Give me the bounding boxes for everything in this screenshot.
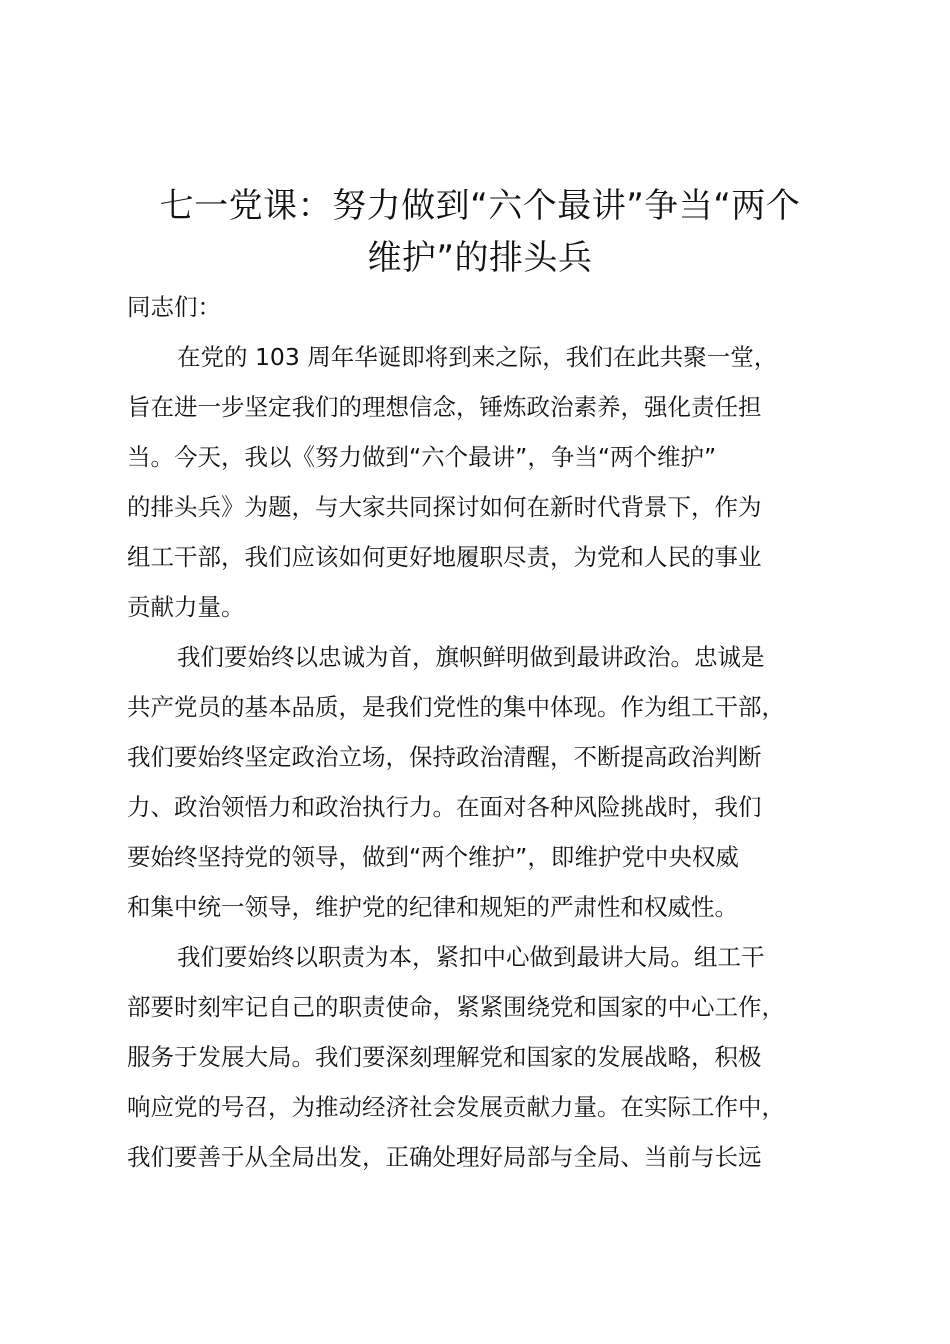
paragraph-2 [127,632,837,932]
paragraph-line: 要始终坚持党的领导，做到“两个维护”，即维护党中央权威 [127,843,739,871]
paragraph-line: 在党的 103 周年华诞即将到来之际，我们在此共聚一堂， [177,343,778,371]
paragraph-line: 我们要始终以忠诚为首，旗帜鲜明做到最讲政治。忠诚是 [177,643,765,671]
paragraph-line: 组工干部，我们应该如何更好地履职尽责，为党和人民的事业 [127,543,762,571]
title-line-2: 维护”的排头兵 [367,238,593,278]
paragraph-line: 贡献力量。 [127,593,245,621]
paragraph-line: 我们要始终以职责为本，紧扣中心做到最讲大局。组工干 [177,943,765,971]
paragraph-line: 共产党员的基本品质，是我们党性的集中体现。作为组工干部， [127,693,785,721]
paragraph-1 [127,332,837,632]
paragraph-line: 的排头兵》为题，与大家共同探讨如何在新时代背景下，作为 [127,493,762,521]
paragraph-3 [127,932,837,1182]
paragraph-line: 旨在进一步坚定我们的理想信念，锤炼政治素养，强化责任担 [127,393,762,421]
paragraph-line: 我们要始终坚定政治立场，保持政治清醒，不断提高政治判断 [127,743,762,771]
paragraph-line: 当。今天，我以《努力做到“六个最讲”，争当“两个维护” [127,443,717,471]
salutation: 同志们： [127,293,221,321]
paragraph-line: 和集中统一领导，维护党的纪律和规矩的严肃性和权威性。 [127,893,738,921]
paragraph-line: 部要时刻牢记自己的职责使命，紧紧围绕党和国家的中心工作， [127,993,785,1021]
title-line-1: 七一党课：努力做到“六个最讲”争当“两个 [159,186,801,226]
paragraph-line: 服务于发展大局。我们要深刻理解党和国家的发展战略，积极 [127,1043,762,1071]
paragraph-line: 力、政治领悟力和政治执行力。在面对各种风险挑战时，我们 [127,793,762,821]
document-title [100,180,860,284]
paragraph-line: 我们要善于从全局出发，正确处理好局部与全局、当前与长远 [127,1143,762,1171]
document-body [127,282,837,1182]
paragraph-line: 响应党的号召，为推动经济社会发展贡献力量。在实际工作中， [127,1093,785,1121]
